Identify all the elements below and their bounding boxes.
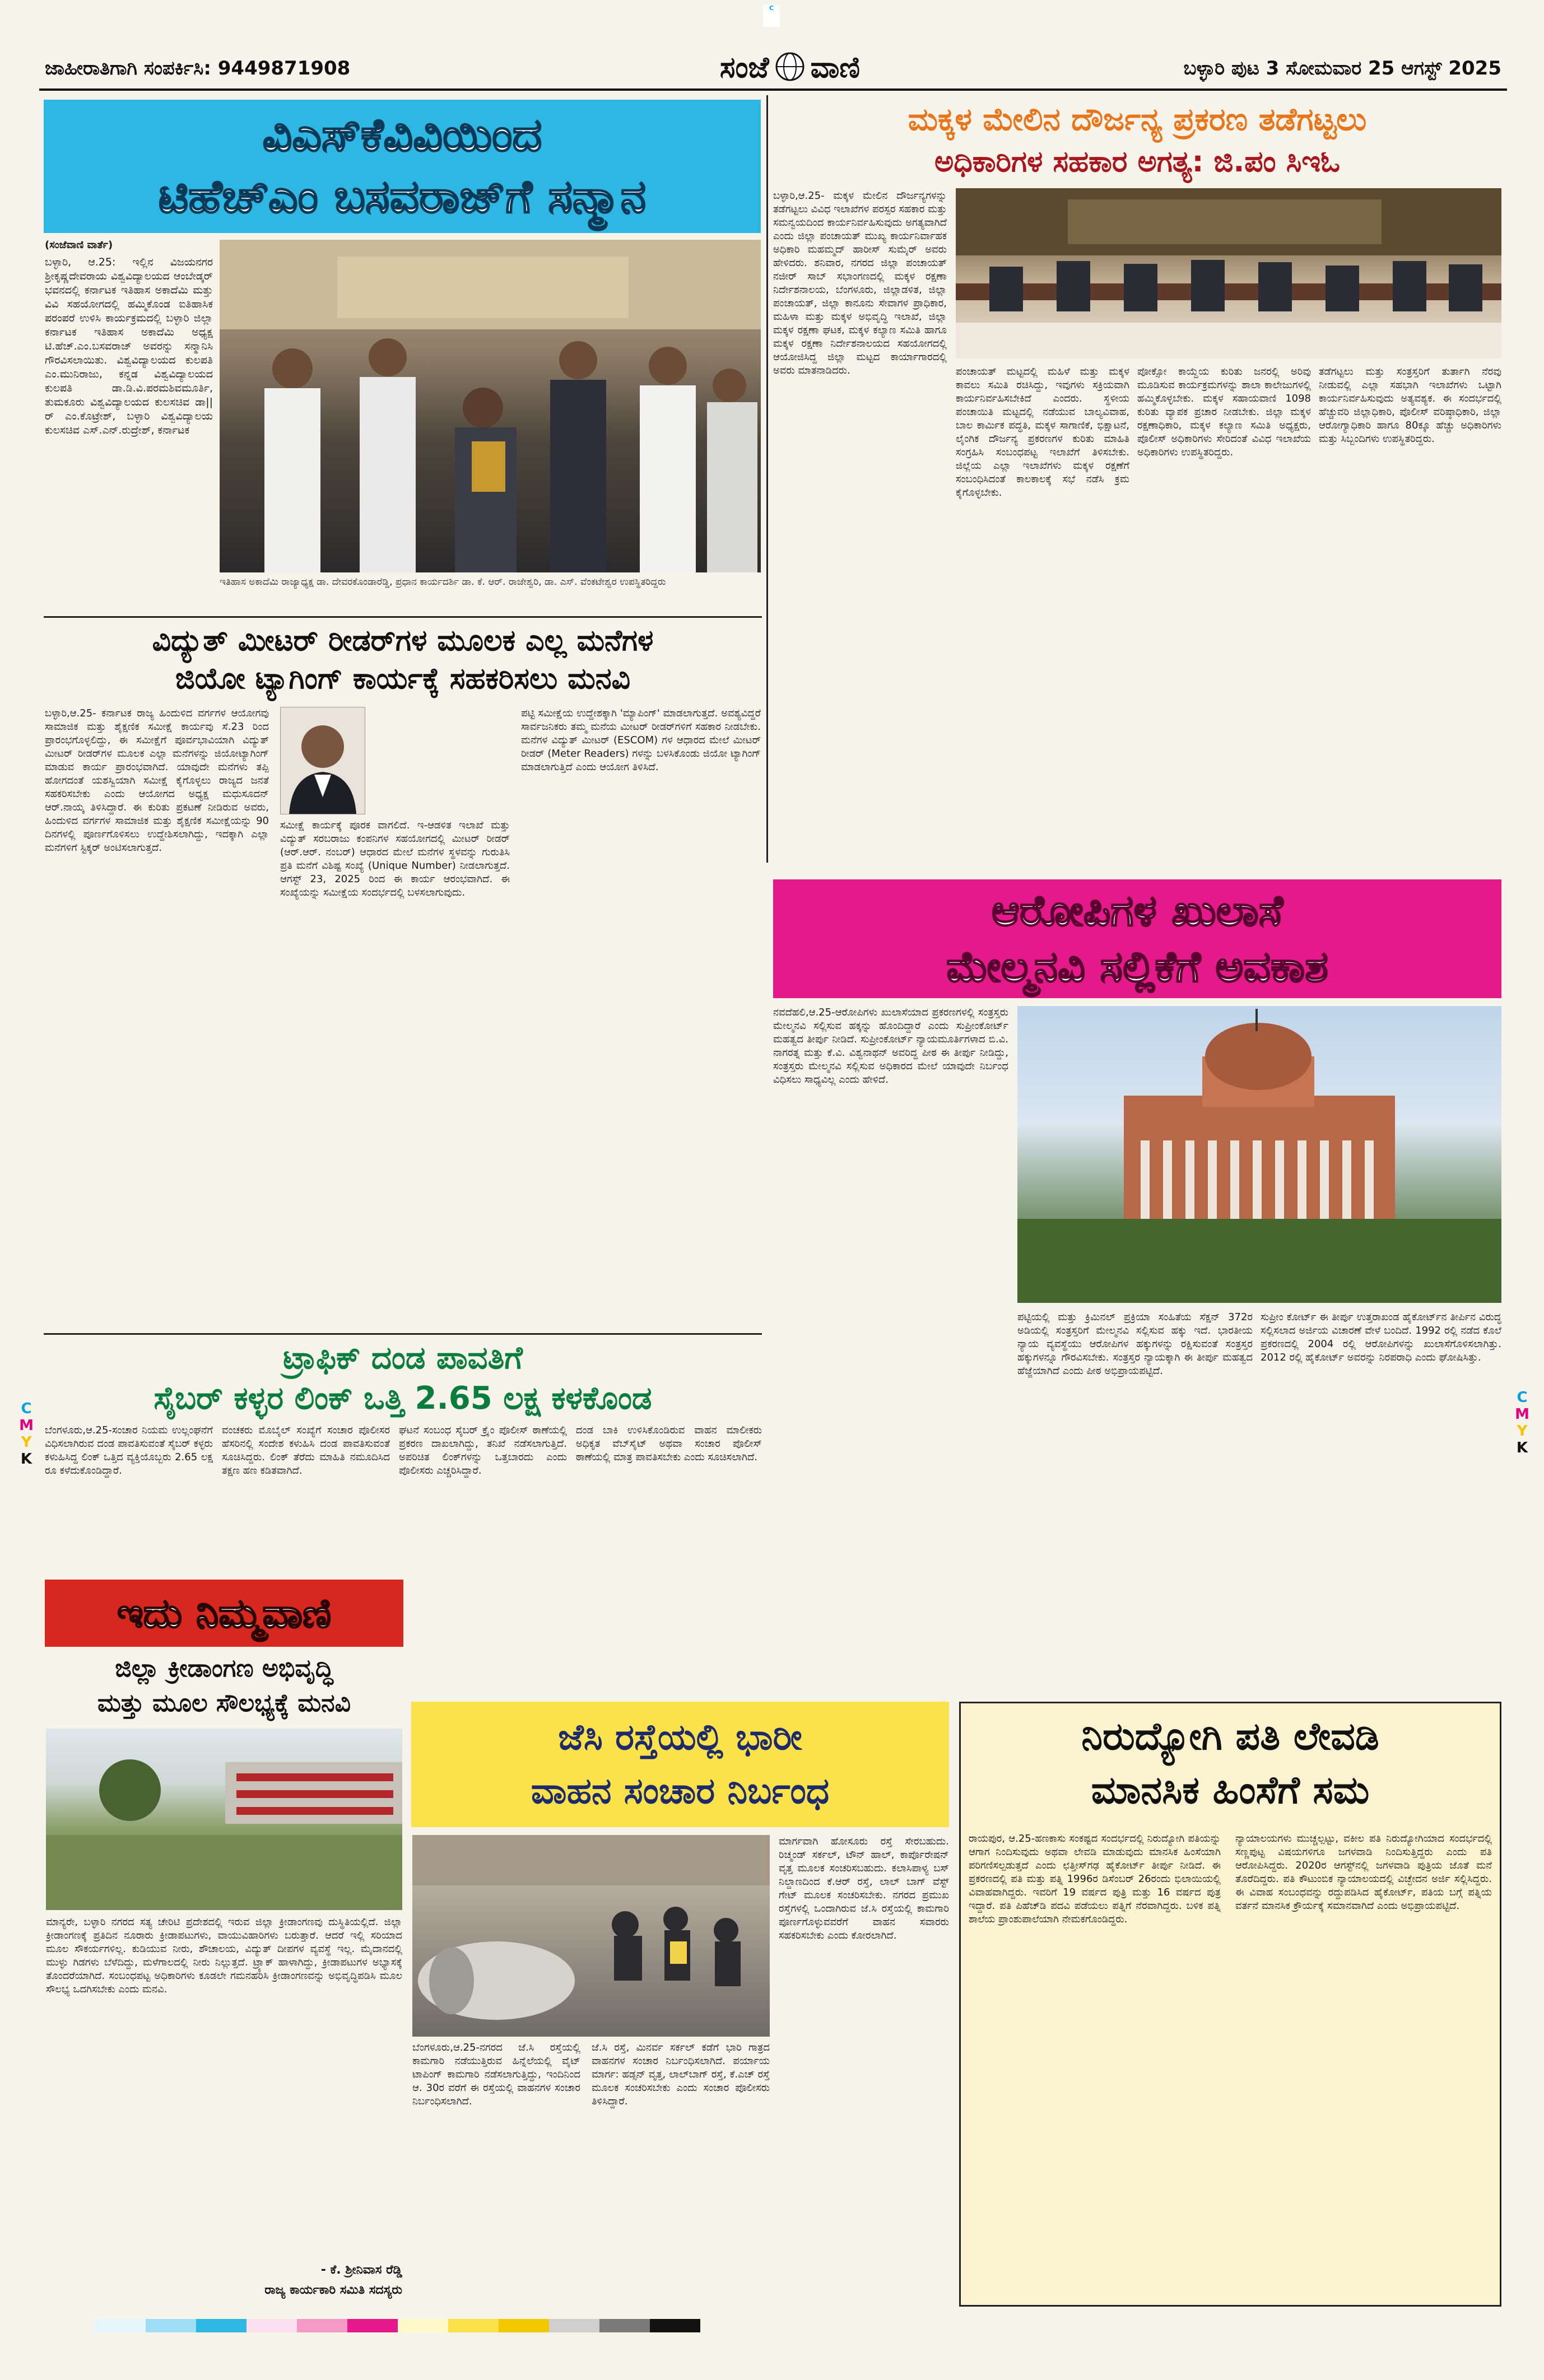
masthead — [39, 49, 1507, 91]
logo-globe-icon — [775, 52, 805, 84]
logo-left: ಸಂಜೆ — [719, 50, 769, 85]
story6-signature-1: - ಕೆ. ಶ್ರೀನಿವಾಸ ರೆಡ್ಡಿ — [320, 2263, 402, 2277]
story2-headline-line2: ಅಧಿಕಾರಿಗಳ ಸಹಕಾರ ಅಗತ್ಯ: ಜಿ.ಪಂ ಸಿಇಓ — [934, 145, 1341, 179]
story5-col1: ಬೆಂಗಳೂರು,ಆ.25-ಸಂಚಾರ ನಿಯಮ ಉಲ್ಲಂಘನೆಗೆ ವಿಧಿಸಲಾಗಿರುವ ದಂಡ ಪಾವತಿಸುವಂತೆ ಸೈಬರ್ ಕಳ್ಳರು ಕಳುಹಿಸಿದ್ದ ಲಿಂಕ್ ಒತ್ತಿದ ವ್ಯಕ್ತಿಯೊಬ್ಬರು 2.65 ಲಕ್ಷ ರೂ ಕಳೆದುಕೊಂಡಿದ್ದಾರೆ. — [45, 1424, 213, 1477]
story6-banner — [45, 1580, 403, 1647]
story8-col1: ರಾಯಪುರ, ಆ.25-ಹಣಕಾಸು ಸಂಕಷ್ಟದ ಸಂದರ್ಭದಲ್ಲಿ ನಿರುದ್ಯೋಗಿ ಪತಿಯನ್ನು ಆಗಾಗ ನಿಂದಿಸುವುದು ಅಥವಾ ಲೇವಡಿ ಮಾಡುವುದು ಮಾನಸಿಕ ಹಿಂಸೆಯಾಗಿ ಪರಿಗಣಿಸಲ್ಪಡುತ್ತದೆ ಎಂದು ಛತ್ತೀಸ್‌ಗಢ ಹೈಕೋರ್ಟ್ ತೀರ್ಪು ನೀಡಿದೆ. ಈ ಪ್ರಕರಣದಲ್ಲಿ ಪತಿ ಮತ್ತು ಪತ್ನಿ 1996ರ ಡಿಸೆಂಬರ್ 26ರಂದು ಭಿಲಾಯಿಯಲ್ಲಿ ವಿವಾಹವಾಗಿದ್ದರು. ಇವರಿಗೆ 19 ವರ್ಷದ ಪುತ್ರಿ ಮತ್ತು 16 ವರ್ಷದ ಪುತ್ರ ಇದ್ದಾರೆ. ಪತಿ ಪಿಹೆಚ್‌ಡಿ ಪದವಿ ಪಡೆಯಲು ಪತ್ನಿಗೆ ನೆರವಾಗಿದ್ದರು. ಬಳಿಕ ಪತ್ನಿ ಶಾಲೆಯ ಪ್ರಾಂಶುಪಾಲೆಯಾಗಿ ನೇಮಕಗೊಂಡಿದ್ದರು. — [969, 1833, 1221, 1925]
story8-box — [959, 1702, 1501, 2307]
story7-col3: ಮಾರ್ಗವಾಗಿ ಹೋಸೂರು ರಸ್ತೆ ಸೇರಬಹುದು. ರಿಚ್ಮಂಡ್ ಸರ್ಕಲ್, ಟೌನ್ ಹಾಲ್, ಕಾರ್ಪೊರೇಷನ್ ವೃತ್ತ ಮೂಲಕ ಸಂಚರಿಸಬಹುದು. ಕಲಾಸಿಪಾಳ್ಯ ಬಸ್ ನಿಲ್ದಾಣದಿಂದ ಕೆ.ಆರ್ ರಸ್ತೆ, ಲಾಲ್ ಬಾಗ್ ವೆಸ್ಟ್ ಗೇಟ್ ಮೂಲಕ ಸಂಚರಿಸಬೇಕು. ನಗರದ ಪ್ರಮುಖ ರಸ್ತೆಗಳಲ್ಲಿ ಒಂದಾಗಿರುವ ಜೆ.ಸಿ ರಸ್ತೆಯಲ್ಲಿ ಕಾಮಗಾರಿ ಪೂರ್ಣಗೊಳ್ಳುವವರೆಗೆ ವಾಹನ ಸವಾರರು ಸಹಕರಿಸಬೇಕು ಎಂದು ಕೋರಲಾಗಿದೆ. — [779, 1836, 949, 1941]
story2-col3: ಪೋಕ್ಸೋ ಕಾಯ್ದೆಯ ಕುರಿತು ಜನರಲ್ಲಿ ಅರಿವು ಮೂಡಿಸುವ ಕಾರ್ಯಕ್ರಮಗಳನ್ನು ಶಾಲಾ ಕಾಲೇಜುಗಳಲ್ಲಿ ಹಮ್ಮಿಕೊಳ್ಳಬೇಕು. ಮಕ್ಕಳ ಸಹಾಯವಾಣಿ 1098 ಕುರಿತು ವ್ಯಾಪಕ ಪ್ರಚಾರ ನೀಡಬೇಕು. ಜಿಲ್ಲಾ ಮಕ್ಕಳ ರಕ್ಷಣಾಧಿಕಾರಿ, ಮಕ್ಕಳ ಕಲ್ಯಾಣ ಸಮಿತಿ ಅಧ್ಯಕ್ಷರು, ಪೊಲೀಸ್ ಅಧಿಕಾರಿಗಳು ಸೇರಿದಂತೆ ವಿವಿಧ ಇಲಾಖೆಯ ಅಧಿಕಾರಿಗಳು ಉಪಸ್ಥಿತರಿದ್ದರು. — [1137, 366, 1311, 458]
story4-headline-line1: ಆರೋಪಿಗಳ ಖುಲಾಸೆ — [991, 886, 1283, 935]
story5-headline-line1: ಟ್ರಾಫಿಕ್ ದಂಡ ಪಾವತಿಗೆ — [283, 1340, 523, 1376]
column-divider — [766, 95, 768, 863]
story6-signature-2: ರಾಜ್ಯ ಕಾರ್ಯಕಾರಿ ಸಮಿತಿ ಸದಸ್ಯರು — [264, 2283, 402, 2297]
story4-photo — [1017, 1006, 1501, 1303]
story1-body: ಬಳ್ಳಾರಿ, ಆ.25: ಇಲ್ಲಿನ ವಿಜಯನಗರ ಶ್ರೀಕೃಷ್ಣದೇವರಾಯ ವಿಶ್ವವಿದ್ಯಾಲಯದ ಆಂಬೇಡ್ಕರ್ ಭವನದಲ್ಲಿ ಕರ್ನಾಟಕ ಇತಿಹಾಸ ಅಕಾದೆಮಿ ಮತ್ತು ವಿವಿ ಸಹಯೋಗದಲ್ಲಿ ಹಮ್ಮಿಕೊಂಡ ಐತಿಹಾಸಿಕ ಪರಂಪರೆ ಉಳಿಸಿ ಕಾರ್ಯಕ್ರಮದಲ್ಲಿ ಬಳ್ಳಾರಿ ಜಿಲ್ಲಾ ಕರ್ನಾಟಕ ಇತಿಹಾಸ ಅಕಾದೆಮಿ ಅಧ್ಯಕ್ಷ ಟಿ.ಹೆಚ್.ಎಂ.ಬಸವರಾಜ್ ಅವರನ್ನು ಸನ್ಮಾನಿಸಿ ಗೌರವಿಸಲಾಯಿತು. ವಿಶ್ವವಿದ್ಯಾಲಯದ ಕುಲಪತಿ ಎಂ.ಮುನಿರಾಜು, ಕನ್ನಡ ವಿಶ್ವವಿದ್ಯಾಲಯದ ಕುಲಪತಿ ಡಾ.ಡಿ.ವಿ.ಪರಮಶಿವಮೂರ್ತಿ, ತುಮಕೂರು ವಿಶ್ವವಿದ್ಯಾಲಯದ ಕುಲಸಚಿವ ಡಾ||ರ್ ಎಂ.ಕೊಟ್ರೇಶ್, ಬಳ್ಳಾರಿ ವಿಶ್ವವಿದ್ಯಾಲಯ ಕುಲಸಚಿವ ಎಸ್.ಎನ್.ರುದ್ರೇಶ್, ಕರ್ನಾಟಕ — [45, 256, 213, 436]
story8-col2: ನ್ಯಾಯಾಲಯಗಳು ಮುಚ್ಚಲ್ಪಟ್ಟು, ವಕೀಲ ಪತಿ ನಿರುದ್ಯೋಗಿಯಾದ ಸಂದರ್ಭದಲ್ಲಿ ಸಣ್ಣಪುಟ್ಟ ವಿಷಯಗಳಿಗೂ ಜಗಳವಾಡಿ ನಿಂದಿಸುತ್ತಿದ್ದರು ಎಂದು ಪತಿ ಆರೋಪಿಸಿದ್ದರು. 2020ರ ಆಗಸ್ಟ್‌ನಲ್ಲಿ ಜಗಳವಾಡಿ ಪುತ್ರಿಯ ಜೊತೆ ಮನೆ ತೊರೆದಿದ್ದರು. ಪತಿ ಕೌಟುಂಬಿಕ ನ್ಯಾಯಾಲಯದಲ್ಲಿ ವಿಚ್ಛೇದನ ಅರ್ಜಿ ಸಲ್ಲಿಸಿದ್ದರು. ಈ ವಿವಾಹ ಸಂಬಂಧವನ್ನು ರದ್ದುಪಡಿಸಿದ ಹೈಕೋರ್ಟ್, ಪತಿಯ ಬಗ್ಗೆ ಪತ್ನಿಯ ವರ್ತನೆ ಮಾನಸಿಕ ಕ್ರೌರ್ಯಕ್ಕೆ ಸಮಾನವಾಗಿದೆ ಎಂದು ಅಭಿಪ್ರಾಯಪಟ್ಟಿದೆ. — [1235, 1833, 1492, 1912]
story6-photo — [46, 1729, 402, 1910]
story1-dateline: (ಸಂಜೆವಾಣಿ ವಾರ್ತೆ) — [45, 239, 113, 251]
story5-col4: ದಂಡ ಬಾಕಿ ಉಳಿಸಿಕೊಂಡಿರುವ ವಾಹನ ಮಾಲೀಕರು ಅಧಿಕೃತ ವೆಬ್‌ಸೈಟ್ ಅಥವಾ ಸಂಚಾರ ಪೊಲೀಸ್ ಠಾಣೆಯಲ್ಲಿ ಮಾತ್ರ ಪಾವತಿಸಬೇಕು ಎಂದು ಸೂಚಿಸಲಾಗಿದೆ. — [576, 1424, 762, 1463]
story6-headline-line2: ಮತ್ತು ಮೂಲ ಸೌಲಭ್ಯಕ್ಕೆ ಮನವಿ — [97, 1689, 351, 1717]
story1-headline-line1: ವಿಎಸ್‌ಕೆವಿವಿಯಿಂದ — [262, 109, 542, 162]
logo — [672, 49, 908, 86]
story3-headline-line1: ವಿದ್ಯುತ್ ಮೀಟರ್ ರೀಡರ್‌ಗಳ ಮೂಲಕ ಎಲ್ಲ ಮನೆಗಳ — [152, 624, 654, 658]
story8-headline-line1: ನಿರುದ್ಯೋಗಿ ಪತಿ ಲೇವಡಿ — [1081, 1715, 1379, 1759]
story3-col1: ಬಳ್ಳಾರಿ,ಆ.25- ಕರ್ನಾಟಕ ರಾಜ್ಯ ಹಿಂದುಳಿದ ವರ್ಗಗಳ ಆಯೋಗವು ಸಾಮಾಜಿಕ ಮತ್ತು ಶೈಕ್ಷಣಿಕ ಸಮೀಕ್ಷೆ ಕಾರ್ಯವು ಸೆ.23 ರಿಂದ ಪ್ರಾರಂಭಗೊಳ್ಳಲಿದ್ದು, ಈ ಸಮೀಕ್ಷೆಗೆ ಪೂರ್ವಭಾವಿಯಾಗಿ ವಿದ್ಯುತ್ ಮೀಟರ್ ರೀಡರ್‌ಗಳ ಮೂಲಕ ಎಲ್ಲಾ ಮನೆಗಳನ್ನು ಜಿಯೋಟ್ಯಾಗಿಂಗ್ ಮಾಡುವ ಕಾರ್ಯ ಪ್ರಾರಂಭವಾಗಿದೆ. ಯಾವುದೇ ಮನೆಗಳು ತಪ್ಪಿ ಹೋಗದಂತೆ ಯಶಸ್ವಿಯಾಗಿ ಸಮೀಕ್ಷೆ ಕೈಗೊಳ್ಳಲು ರಾಜ್ಯದ ಜನತೆ ಸಹಕರಿಸಬೇಕು ಎಂದು ಆಯೋಗದ ಅಧ್ಯಕ್ಷ ಮಧುಸೂದನ್ ಆರ್.ನಾಯ್ಕ ತಿಳಿಸಿದ್ದಾರೆ. ಈ ಕುರಿತು ಪ್ರಕಟಣೆ ನೀಡಿರುವ ಅವರು, ಹಿಂದುಳಿದ ವರ್ಗಗಳ ಸಾಮಾಜಿಕ ಮತ್ತು ಶೈಕ್ಷಣಿಕ ಸಮೀಕ್ಷೆಯನ್ನು 90 ದಿನಗಳಲ್ಲಿ ಪೂರ್ಣಗೊಳಿಸಲು ಉದ್ದೇಶಿಸಲಾಗಿದ್ದು, ಇದಕ್ಕಾಗಿ ಎಲ್ಲಾ ಮನೆಗಳಿಗೆ ಸ್ಟಿಕ್ಕರ್ ಅಂಟಿಸಲಾಗುತ್ತದೆ. — [45, 707, 269, 854]
story7-photo — [412, 1835, 770, 2037]
story5-col3: ಘಟನೆ ಸಂಬಂಧ ಸೈಬರ್ ಕ್ರೈಂ ಪೊಲೀಸ್ ಠಾಣೆಯಲ್ಲಿ ಪ್ರಕರಣ ದಾಖಲಾಗಿದ್ದು, ತನಿಖೆ ನಡೆಸಲಾಗುತ್ತಿದೆ. ಅಪರಿಚಿತ ಲಿಂಕ್‌ಗಳನ್ನು ಒತ್ತಬಾರದು ಎಂದು ಪೊಲೀಸರು ಎಚ್ಚರಿಸಿದ್ದಾರೆ. — [399, 1424, 567, 1477]
story1-headline-box — [44, 100, 761, 233]
story4-col2: ಪಟ್ಟಿಯಲ್ಲಿ ಮತ್ತು ಕ್ರಿಮಿನಲ್ ಪ್ರಕ್ರಿಯಾ ಸಂಹಿತೆಯ ಸೆಕ್ಷನ್ 372ರ ಅಡಿಯಲ್ಲಿ ಸಂತ್ರಸ್ತರಿಗೆ ಮೇಲ್ಮನವಿ ಸಲ್ಲಿಸುವ ಹಕ್ಕು ಇದೆ. ಭಾರತೀಯ ನ್ಯಾಯ ವ್ಯವಸ್ಥೆಯು ಆರೋಪಿಗಳ ಹಕ್ಕುಗಳನ್ನು ರಕ್ಷಿಸುವಂತೆ ಸಂತ್ರಸ್ತರ ಹಕ್ಕುಗಳನ್ನೂ ಗೌರವಿಸಬೇಕು. ಸಂತ್ರಸ್ತರ ನ್ಯಾಯಕ್ಕಾಗಿ ಈ ತೀರ್ಪು ಮಹತ್ವದ ಹೆಜ್ಜೆಯಾಗಿದೆ ಎಂದು ಪೀಠ ಅಭಿಪ್ರಾಯಪಟ್ಟಿದೆ. — [1017, 1311, 1253, 1377]
story3-headline-line2: ಜಿಯೋ ಟ್ಯಾಗಿಂಗ್ ಕಾರ್ಯಕ್ಕೆ ಸಹಕರಿಸಲು ಮನವಿ — [175, 662, 631, 696]
story7-headline-line1: ಜೆಸಿ ರಸ್ತೆಯಲ್ಲಿ ಭಾರೀ — [558, 1717, 802, 1758]
story1-caption: ಇತಿಹಾಸ ಅಕಾದೆಮಿ ರಾಜ್ಯಾಧ್ಯಕ್ಷ ಡಾ. ದೇವರಕೊಂಡಾರೆಡ್ಡಿ, ಪ್ರಧಾನ ಕಾರ್ಯದರ್ಶಿ ಡಾ. ಕೆ. ಆರ್. ರಾಜೇಶ್ವರಿ, ಡಾ. ಎಸ್. ವೆಂಕಟೇಶ್ವರ ಉಪಸ್ಥಿತರಿದ್ದರು — [220, 576, 666, 588]
story6-body: ಮಾನ್ಯರೇ, ಬಳ್ಳಾರಿ ನಗರದ ಸತ್ಯ ಚೇರಿಟಿ ಪ್ರದೇಶದಲ್ಲಿ ಇರುವ ಜಿಲ್ಲಾ ಕ್ರೀಡಾಂಗಣವು ದುಸ್ಥಿತಿಯಲ್ಲಿದೆ. ಜಿಲ್ಲಾ ಕ್ರೀಡಾಂಗಣಕ್ಕೆ ಪ್ರತಿದಿನ ನೂರಾರು ಕ್ರೀಡಾಪಟುಗಳು, ವಾಯುವಿಹಾರಿಗಳು ಬರುತ್ತಾರೆ. ಆದರೆ ಇಲ್ಲಿ ಸರಿಯಾದ ಮೂಲ ಸೌಕರ್ಯಗಳಿಲ್ಲ. ಕುಡಿಯುವ ನೀರು, ಶೌಚಾಲಯ, ವಿದ್ಯುತ್ ದೀಪಗಳ ವ್ಯವಸ್ಥೆ ಇಲ್ಲ. ಮೈದಾನದಲ್ಲಿ ಮುಳ್ಳು ಗಿಡಗಳು ಬೆಳೆದಿದ್ದು, ಮಳೆಗಾಲದಲ್ಲಿ ನೀರು ನಿಲ್ಲುತ್ತದೆ. ಟ್ರ್ಯಾಕ್ ಹಾಳಾಗಿದ್ದು, ಕ್ರೀಡಾಪಟುಗಳ ಅಭ್ಯಾಸಕ್ಕೆ ತೊಂದರೆಯಾಗಿದೆ. ಸಂಬಂಧಪಟ್ಟ ಅಧಿಕಾರಿಗಳು ಕೂಡಲೇ ಗಮನಹರಿಸಿ ಕ್ರೀಡಾಂಗಣವನ್ನು ಅಭಿವೃದ್ಧಿಪಡಿಸಿ ಮೂಲ ಸೌಲಭ್ಯ ಒದಗಿಸಬೇಕು ಎಂದು ಮನವಿ. — [46, 1916, 402, 1995]
story5-top-rule — [44, 1333, 762, 1335]
cmyk-top-mark: C — [763, 4, 780, 27]
story6-banner-text: ಇದು ನಿಮ್ಮವಾಣಿ — [117, 1590, 332, 1637]
story6-headline-line1: ಜಿಲ್ಲಾ ಕ್ರೀಡಾಂಗಣ ಅಭಿವೃದ್ಧಿ — [115, 1654, 333, 1683]
story4-col3: ಸುಪ್ರೀಂ ಕೋರ್ಟ್ ಈ ತೀರ್ಪು ಉತ್ತರಾಖಂಡ ಹೈಕೋರ್ಟ್‌ನ ತೀರ್ಪಿನ ವಿರುದ್ಧ ಸಲ್ಲಿಸಲಾದ ಅರ್ಜಿಯ ವಿಚಾರಣೆ ವೇಳೆ ಬಂದಿದೆ. 1992 ರಲ್ಲಿ ನಡೆದ ಕೊಲೆ ಪ್ರಕರಣದಲ್ಲಿ 2004 ರಲ್ಲಿ ಆರೋಪಿಗಳನ್ನು ಖುಲಾಸೆಗೊಳಿಸಲಾಗಿತ್ತು. 2012 ರಲ್ಲಿ ಹೈಕೋರ್ಟ್ ಅವರನ್ನು ನಿರಪರಾಧಿ ಎಂದು ಘೋಷಿಸಿತ್ತು. — [1261, 1311, 1501, 1363]
story4-headline-box — [773, 879, 1501, 998]
logo-right: ವಾಣಿ — [810, 50, 861, 85]
story3-top-rule — [44, 616, 762, 618]
story2-col4: ತಡೆಗಟ್ಟಲು ಮತ್ತು ಸಂತ್ರಸ್ತರಿಗೆ ತುರ್ತಾಗಿ ನೆರವು ನೀಡುವಲ್ಲಿ ಎಲ್ಲಾ ಸಹಭಾಗಿ ಇಲಾಖೆಗಳು ಒಟ್ಟಾಗಿ ಕಾರ್ಯನಿರ್ವಹಿಸುವುದು ಅತ್ಯವಶ್ಯಕ. ಈ ಸಂದರ್ಭದಲ್ಲಿ ಹೆಚ್ಚುವರಿ ಜಿಲ್ಲಾಧಿಕಾರಿ, ಪೊಲೀಸ್ ವರಿಷ್ಠಾಧಿಕಾರಿ, ಜಿಲ್ಲಾ ಆರೋಗ್ಯಾಧಿಕಾರಿ ಹಾಗೂ 80ಕ್ಕೂ ಹೆಚ್ಚು ಅಧಿಕಾರಿಗಳು ಮತ್ತು ಸಿಬ್ಬಂದಿಗಳು ಉಪಸ್ಥಿತರಿದ್ದರು. — [1319, 366, 1501, 445]
story1-headline-line2: ಟಿಹೆಚ್‌ಎಂ ಬಸವರಾಜ್‌ಗೆ ಸನ್ಮಾನ — [158, 170, 647, 223]
story1-photo — [220, 240, 761, 572]
edition-line: ಬಳ್ಳಾರಿ ಪುಟ 3 ಸೋಮವಾರ 25 ಆಗಸ್ಟ್ 2025 — [1183, 57, 1501, 80]
story5-col2: ವಂಚಕರು ಮೊಬೈಲ್ ಸಂಖ್ಯೆಗೆ ಸಂಚಾರ ಪೊಲೀಸರ ಹೆಸರಿನಲ್ಲಿ ಸಂದೇಶ ಕಳುಹಿಸಿ ದಂಡ ಪಾವತಿಸುವಂತೆ ಸೂಚಿಸಿದ್ದರು. ಲಿಂಕ್ ತೆರೆದು ಮಾಹಿತಿ ನಮೂದಿಸಿದ ತಕ್ಷಣ ಹಣ ಕಡಿತವಾಗಿದೆ. — [222, 1424, 390, 1477]
story7-headline-line2: ವಾಹನ ಸಂಚಾರ ನಿರ್ಬಂಧ — [531, 1771, 830, 1812]
story3-col2: ಸಮೀಕ್ಷೆ ಕಾರ್ಯಕ್ಕೆ ಪೂರಕ ವಾಗಲಿದೆ. ಇ-ಆಡಳಿತ ಇಲಾಖೆ ಮತ್ತು ವಿದ್ಯುತ್ ಸರಬರಾಜು ಕಂಪನಿಗಳ ಸಹಯೋಗದಲ್ಲಿ ಮೀಟರ್ ರೀಡರ್ (ಆರ್.ಆರ್. ನಂಬರ್) ಆಧಾರದ ಮೇಲೆ ಮನೆಗಳ ಸ್ಥಳವನ್ನು ಗುರುತಿಸಿ ಪ್ರತಿ ಮನೆಗೆ ವಿಶಿಷ್ಟ ಸಂಖ್ಯೆ (Unique Number) ನೀಡಲಾಗುತ್ತದೆ. ಆಗಸ್ಟ್ 23, 2025 ರಿಂದ ಈ ಕಾರ್ಯ ಆರಂಭವಾಗಿದೆ. ಈ ಸಂಖ್ಯೆಯನ್ನು ಸಮೀಕ್ಷೆಯ ಸಂದರ್ಭದಲ್ಲಿ ಬಳಸಲಾಗುವುದು. — [280, 819, 510, 898]
color-bar — [95, 2319, 700, 2332]
story2-col1: ಬಳ್ಳಾರಿ,ಆ.25- ಮಕ್ಕಳ ಮೇಲಿನ ದೌರ್ಜನ್ಯಗಳನ್ನು ತಡೆಗಟ್ಟಲು ವಿವಿಧ ಇಲಾಖೆಗಳ ಪರಸ್ಪರ ಸಹಕಾರ ಮತ್ತು ಸಮನ್ವಯದಿಂದ ಕಾರ್ಯನಿರ್ವಹಿಸುವುದು ಅಗತ್ಯವಾಗಿದೆ ಎಂದು ಜಿಲ್ಲಾ ಪಂಚಾಯತ್ ಮುಖ್ಯ ಕಾರ್ಯನಿರ್ವಾಹಕ ಅಧಿಕಾರಿ ಮಹಮ್ಮದ್ ಹಾರೀಸ್ ಸುಮೈರ್ ಅವರು ಹೇಳಿದರು. ಶನಿವಾರ, ನಗರದ ಜಿಲ್ಲಾ ಪಂಚಾಯತ್ ನಜೀರ್ ಸಾಬ್ ಸಭಾಂಗಣದಲ್ಲಿ ಮಕ್ಕಳ ರಕ್ಷಣಾ ನಿರ್ದೇಶನಾಲಯ, ಬೆಂಗಳೂರು, ಜಿಲ್ಲಾಡಳಿತ, ಜಿಲ್ಲಾ ಪಂಚಾಯತ್, ಜಿಲ್ಲಾ ಕಾನೂನು ಸೇವಾಗಳ ಪ್ರಾಧಿಕಾರ, ಮಹಿಳಾ ಮತ್ತು ಮಕ್ಕಳ ಅಭಿವೃದ್ಧಿ ಇಲಾಖೆ, ಜಿಲ್ಲಾ ಮಕ್ಕಳ ರಕ್ಷಣಾ ಘಟಕ, ಮಕ್ಕಳ ಕಲ್ಯಾಣ ಸಮಿತಿ ಹಾಗೂ ಮಕ್ಕಳ ರಕ್ಷಣಾ ನಿರ್ದೇಶನಾಲಯದ ಸಹಯೋಗದಲ್ಲಿ ಆಯೋಜಿಸಿದ್ದ ಜಿಲ್ಲಾ ಮಟ್ಟದ ಕಾರ್ಯಾಗಾರದಲ್ಲಿ ಅವರು ಮಾತನಾಡಿದರು. — [773, 190, 947, 376]
story2-headline-line1: ಮಕ್ಕಳ ಮೇಲಿನ ದೌರ್ಜನ್ಯ ಪ್ರಕರಣ ತಡೆಗಟ್ಟಲು — [908, 101, 1367, 138]
story7-col1: ಬೆಂಗಳೂರು,ಆ.25-ನಗರದ ಜೆ.ಸಿ ರಸ್ತೆಯಲ್ಲಿ ಕಾಮಗಾರಿ ನಡೆಯುತ್ತಿರುವ ಹಿನ್ನೆಲೆಯಲ್ಲಿ ವೈಟ್ ಟಾಪಿಂಗ್ ಕಾಮಗಾರಿ ನಡೆಸಲಾಗುತ್ತಿದ್ದು, ಇಂದಿನಿಂದ ಆ. 30ರ ವರೆಗೆ ಈ ರಸ್ತೆಯಲ್ಲಿ ವಾಹನಗಳ ಸಂಚಾರ ನಿರ್ಬಂಧಿಸಲಾಗಿದೆ. — [412, 2042, 580, 2107]
story4-headline-line2: ಮೇಲ್ಮನವಿ ಸಲ್ಲಿಕೆಗೆ ಅವಕಾಶ — [946, 942, 1328, 991]
ad-contact: ಜಾಹೀರಾತಿಗಾಗಿ ಸಂಪರ್ಕಿಸಿ: 9449871908 — [45, 57, 351, 80]
story8-headline-line2: ಮಾನಸಿಕ ಹಿಂಸೆಗೆ ಸಮ — [1091, 1768, 1370, 1813]
cmyk-left-mark: C M Y K — [19, 1400, 34, 1468]
story4-col1: ನವದೆಹಲಿ,ಆ.25-ಆರೋಪಿಗಳು ಖುಲಾಸೆಯಾದ ಪ್ರಕರಣಗಳಲ್ಲಿ ಸಂತ್ರಸ್ತರು ಮೇಲ್ಮನವಿ ಸಲ್ಲಿಸುವ ಹಕ್ಕನ್ನು ಹೊಂದಿದ್ದಾರೆ ಎಂದು ಸುಪ್ರೀಂಕೋರ್ಟ್ ಮಹತ್ವದ ತೀರ್ಪು ನೀಡಿದೆ. ಸುಪ್ರೀಂಕೋರ್ಟ್ ನ್ಯಾಯಮೂರ್ತಿಗಳಾದ ಬಿ.ವಿ. ನಾಗರತ್ನ ಮತ್ತು ಕೆ.ವಿ. ವಿಶ್ವನಾಥನ್ ಅವರಿದ್ದ ಪೀಠ ಈ ತೀರ್ಪು ನೀಡಿದ್ದು, ಸಂತ್ರಸ್ತರು ಮೇಲ್ಮನವಿ ಸಲ್ಲಿಸುವ ಅಧಿಕಾರದ ಮೇಲೆ ಯಾವುದೇ ನಿರ್ಬಂಧ ವಿಧಿಸಲು ಸಾಧ್ಯವಿಲ್ಲ ಎಂದು ಹೇಳಿದೆ. — [773, 1007, 1008, 1086]
story3-portrait — [280, 707, 365, 814]
story2-photo — [956, 188, 1501, 358]
story7-col2: ಜೆ.ಸಿ ರಸ್ತೆ, ಮಿನರ್ವ ಸರ್ಕಲ್ ಕಡೆಗೆ ಭಾರಿ ಗಾತ್ರದ ವಾಹನಗಳ ಸಂಚಾರ ನಿರ್ಬಂಧಿಸಲಾಗಿದೆ. ಪರ್ಯಾಯ ಮಾರ್ಗ: ಹಡ್ಸನ್ ವೃತ್ತ, ಲಾಲ್‌ಬಾಗ್ ರಸ್ತೆ, ಕೆ.ಎಚ್ ರಸ್ತೆ ಮೂಲಕ ಸಂಚರಿಸಬೇಕು ಎಂದು ಸಂಚಾರ ಪೊಲೀಸರು ತಿಳಿಸಿದ್ದಾರೆ. — [592, 2042, 770, 2107]
story3-col3: ಪಟ್ಟಿ ಸಮೀಕ್ಷೆಯ ಉದ್ದೇಶಕ್ಕಾಗಿ 'ಮ್ಯಾಪಿಂಗ್' ಮಾಡಲಾಗುತ್ತದೆ. ಅವಶ್ಯವಿದ್ದರೆ ಸಾರ್ವಜನಿಕರು ತಮ್ಮ ಮನೆಯ ಮೀಟರ್ ರೀಡರ್‌ಗಳಿಗೆ ಸಹಕಾರ ನೀಡಬೇಕು. ಮನೆಗಳ ವಿದ್ಯುತ್ ಮೀಟರ್ (ESCOM) ಗಳ ಆಧಾರದ ಮೇಲೆ ಮೀಟರ್ ರೀಡರ್ (Meter Readers) ಗಳನ್ನು ಬಳಸಿಕೊಂಡು ಜಿಯೋ ಟ್ಯಾಗಿಂಗ್ ಮಾಡಲಾಗುತ್ತಿದೆ ಎಂದು ಆಯೋಗ ತಿಳಿಸಿದೆ. — [521, 707, 761, 773]
cmyk-right-mark: C M Y K — [1515, 1389, 1529, 1456]
story2-col2: ಪಂಚಾಯತ್ ಮಟ್ಟದಲ್ಲಿ ಮಹಿಳೆ ಮತ್ತು ಮಕ್ಕಳ ಕಾವಲು ಸಮಿತಿ ರಚಿಸಿದ್ದು, ಇವುಗಳು ಸಕ್ರಿಯವಾಗಿ ಕಾರ್ಯನಿರ್ವಹಿಸಬೇಕಿದೆ ಎಂದರು. ಸ್ಥಳೀಯ ಪಂಚಾಯಿತಿ ಮಟ್ಟದಲ್ಲಿ ನಡೆಯುವ ಬಾಲ್ಯವಿವಾಹ, ಬಾಲ ಕಾರ್ಮಿಕ ಪದ್ಧತಿ, ಮಕ್ಕಳ ಸಾಗಾಣಿಕೆ, ಭಿಕ್ಷಾಟನೆ, ಲೈಂಗಿಕ ದೌರ್ಜನ್ಯ ಪ್ರಕರಣಗಳ ಕುರಿತು ಮಾಹಿತಿ ಸಂಗ್ರಹಿಸಿ ಸಂಬಂಧಪಟ್ಟ ಇಲಾಖೆಗೆ ತಿಳಿಸಬೇಕು. ಜಿಲ್ಲೆಯ ಎಲ್ಲಾ ಇಲಾಖೆಗಳು ಮಕ್ಕಳ ರಕ್ಷಣೆಗೆ ಸಂಬಂಧಿಸಿದಂತೆ ಕಾಲಕಾಲಕ್ಕೆ ಸಭೆ ನಡೆಸಿ ಕ್ರಮ ಕೈಗೊಳ್ಳಬೇಕು. — [956, 366, 1129, 499]
story5-headline-line2: ಸೈಬರ್ ಕಳ್ಳರ ಲಿಂಕ್ ಒತ್ತಿ 2.65 ಲಕ್ಷ ಕಳಕೊಂಡ — [154, 1380, 652, 1417]
story7-headline-box — [411, 1702, 949, 1827]
